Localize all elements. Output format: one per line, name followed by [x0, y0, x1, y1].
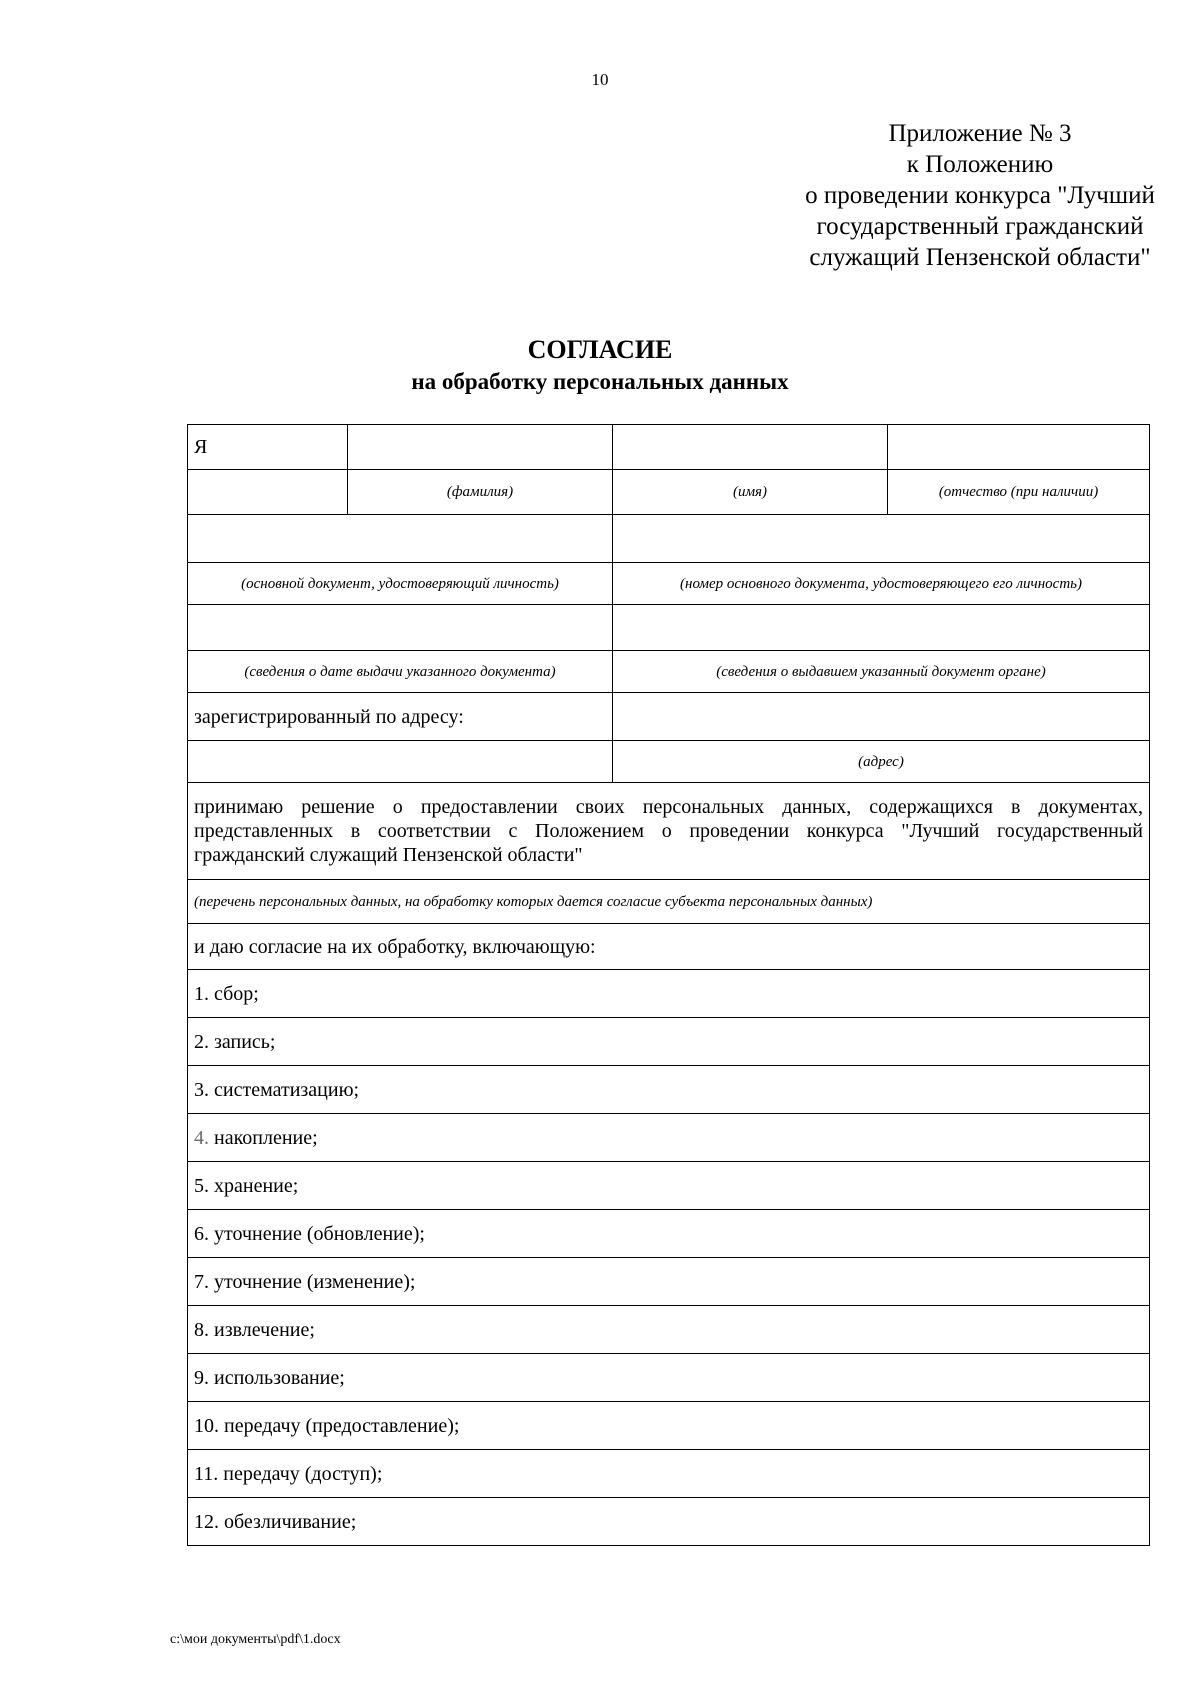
issuer-caption: (сведения о выдавшем указанный документ органе)	[613, 651, 1150, 693]
item-text: обезличивание;	[224, 1510, 357, 1533]
page-number: 10	[591, 70, 609, 89]
issue-date-caption: (сведения о дате выдачи указанного документа)	[188, 651, 613, 693]
item-number: 8.	[194, 1318, 209, 1341]
doc-type-field[interactable]	[188, 515, 613, 563]
appendix-line: государственный гражданский	[816, 213, 1144, 240]
item-text: сбор;	[214, 982, 259, 1005]
item-text: накопление;	[214, 1126, 318, 1149]
empty-cell	[188, 470, 348, 515]
registered-label: зарегистрированный по адресу:	[188, 693, 613, 741]
processing-item	[188, 1018, 1150, 1066]
item-number: 1.	[194, 982, 209, 1005]
surname-field[interactable]	[348, 425, 613, 470]
processing-item	[188, 1258, 1150, 1306]
item-text: систематизацию;	[214, 1078, 360, 1101]
item-text: уточнение (обновление);	[214, 1222, 425, 1245]
file-path-footer: c:\мои документы\pdf\1.docx	[170, 1632, 341, 1647]
empty-cell	[188, 741, 613, 783]
surname-caption: (фамилия)	[348, 470, 613, 515]
processing-item	[188, 1498, 1150, 1546]
patronymic-caption: (отчество (при наличии)	[888, 470, 1150, 515]
processing-item	[188, 1402, 1150, 1450]
address-caption: (адрес)	[613, 741, 1150, 783]
document-title: СОГЛАСИЕ	[527, 335, 673, 364]
appendix-header	[700, 118, 1200, 273]
item-text: передачу (предоставление);	[224, 1414, 460, 1437]
doc-number-field[interactable]	[613, 515, 1150, 563]
item-number: 7.	[194, 1270, 209, 1293]
processing-item	[188, 1450, 1150, 1498]
processing-item	[188, 1354, 1150, 1402]
decision-text: принимаю решение о предоставлении своих персональных данных, содержащихся в документах, представленных в соответствии с Положением о проведении конкурса "Лучший государственный гражданский служащий Пензенской области"	[188, 783, 1150, 880]
appendix-line: о проведении конкурса "Лучший	[805, 182, 1155, 209]
processing-item	[188, 1162, 1150, 1210]
data-list-caption: (перечень персональных данных, на обработку которых дается согласие субъекта персональных данных)	[188, 880, 1150, 924]
item-number: 5.	[194, 1174, 209, 1197]
appendix-line: служащий Пензенской области"	[809, 244, 1151, 271]
processing-item	[188, 1066, 1150, 1114]
consent-form-table	[187, 424, 1150, 1546]
item-text: хранение;	[214, 1174, 299, 1197]
item-number: 2.	[194, 1030, 209, 1053]
consent-intro: и даю согласие на их обработку, включающую:	[188, 924, 1150, 970]
item-text: использование;	[214, 1366, 345, 1389]
issue-date-field[interactable]	[188, 605, 613, 651]
doc-number-caption: (номер основного документа, удостоверяющего его личность)	[613, 563, 1150, 605]
doc-type-caption: (основной документ, удостоверяющий личность)	[188, 563, 613, 605]
processing-item	[188, 1306, 1150, 1354]
issuer-field[interactable]	[613, 605, 1150, 651]
item-number: 9.	[194, 1366, 209, 1389]
appendix-line: Приложение № 3	[888, 120, 1072, 147]
appendix-line: к Положению	[906, 151, 1054, 178]
processing-item	[188, 1210, 1150, 1258]
item-text: уточнение (изменение);	[214, 1270, 416, 1293]
address-field[interactable]	[613, 693, 1150, 741]
processing-item	[188, 970, 1150, 1018]
item-text: передачу (доступ);	[223, 1462, 383, 1485]
ya-label: Я	[188, 425, 348, 470]
processing-item	[188, 1114, 1150, 1162]
name-caption: (имя)	[613, 470, 888, 515]
item-number: 4.	[194, 1126, 209, 1149]
patronymic-field[interactable]	[888, 425, 1150, 470]
item-number: 12.	[194, 1510, 219, 1533]
item-number: 6.	[194, 1222, 209, 1245]
item-text: запись;	[214, 1030, 276, 1053]
name-field[interactable]	[613, 425, 888, 470]
item-number: 10.	[194, 1414, 219, 1437]
item-number: 3.	[194, 1078, 209, 1101]
document-subtitle: на обработку персональных данных	[411, 369, 789, 394]
item-number: 11.	[194, 1462, 219, 1485]
item-text: извлечение;	[214, 1318, 315, 1341]
